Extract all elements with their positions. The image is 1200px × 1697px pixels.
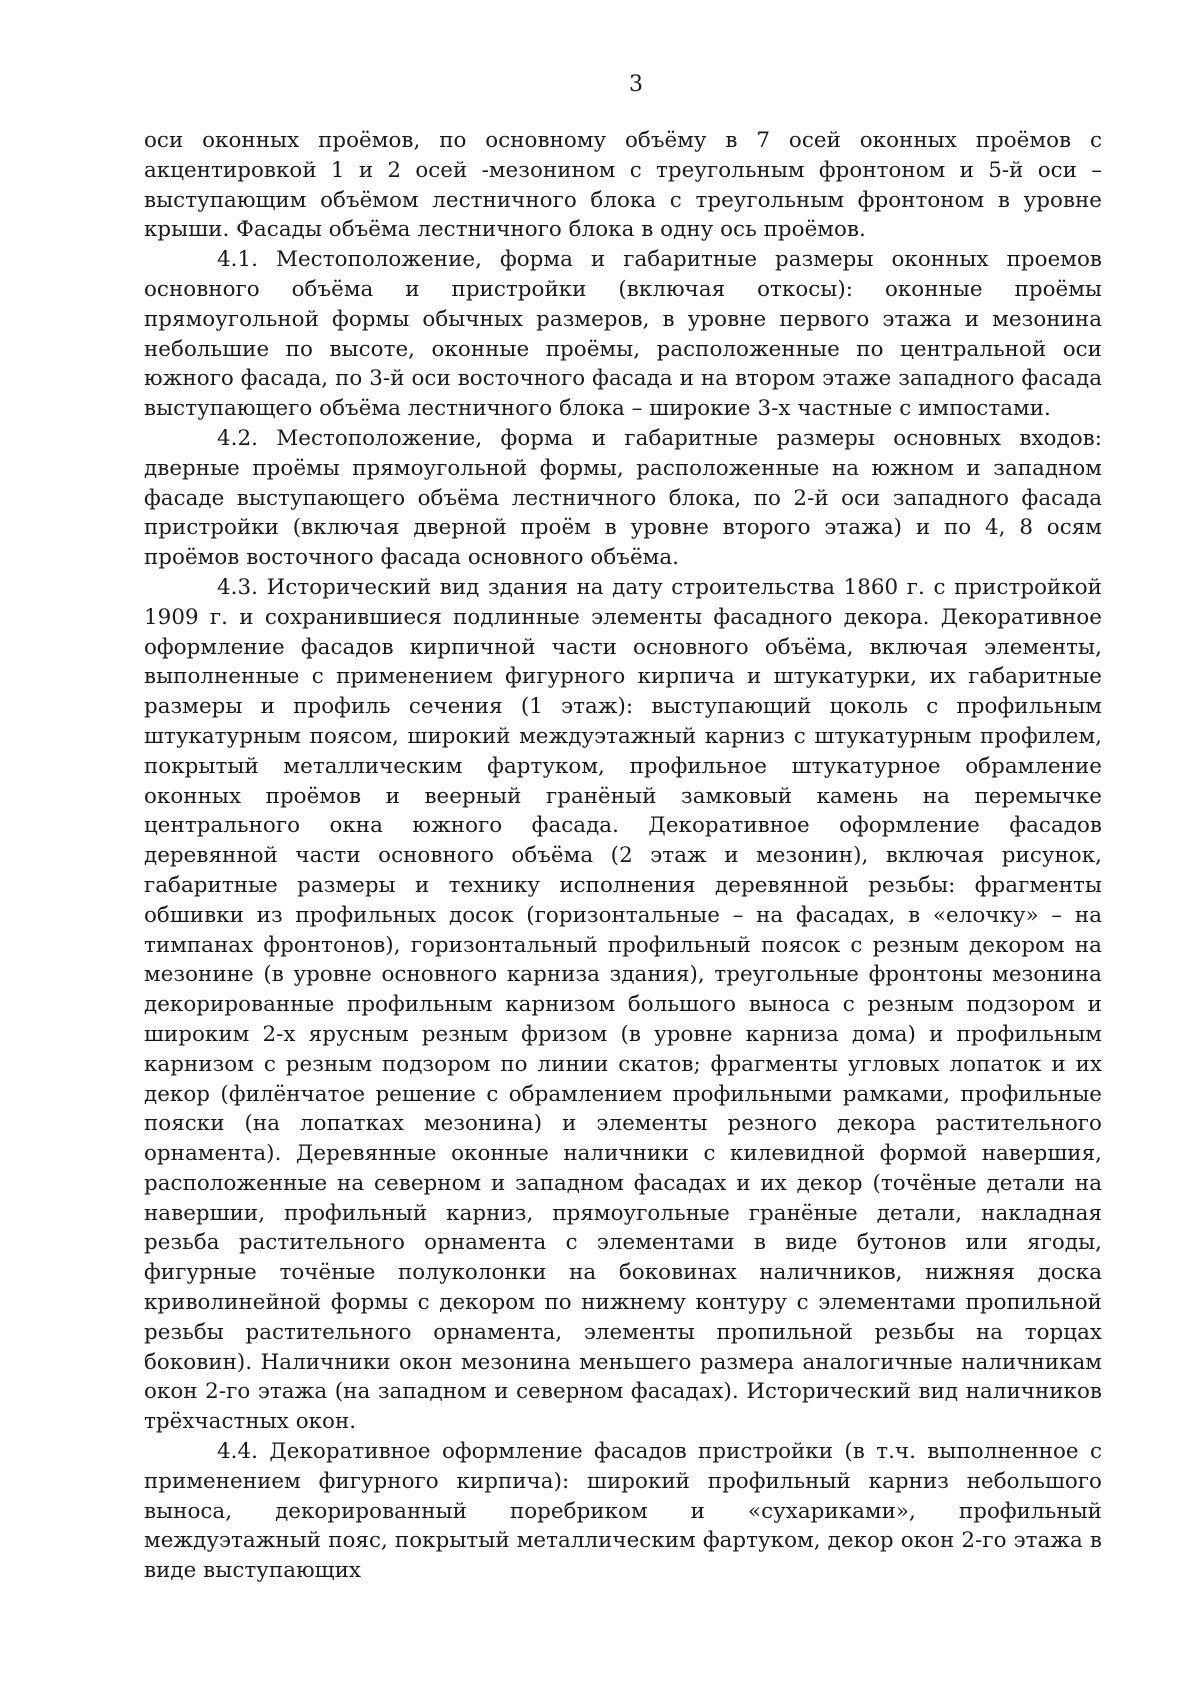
paragraph-4-2: 4.2. Местоположение, форма и габаритные размеры основных входов: дверные проёмы прямоугольной формы, расположенные на южном и западном фасаде выступающего объёма лестничного блока, по 2-й оси западного фасада пристройки (включая дверной проём в уровне второго этажа) и по 4, 8 осям проёмов восточного фасада основного объёма. [144, 425, 1102, 571]
paragraph-4-3: 4.3. Исторический вид здания на дату строительства 1860 г. с пристройкой 1909 г. и сохранившиеся подлинные элементы фасадного декора. Декоративное оформление фасадов кирпичной части основного объёма, включая элементы, выполненные с применением фигурного кирпича и штукатурки, их габаритные размеры и профиль сечения (1 этаж): выступающий цоколь с профильным штукатурным поясом, широкий междуэтажный карниз с штукатурным профилем, покрытый металлическим фартуком, профильное штукатурное обрамление оконных проёмов и веерный гранёный замковый камень на перемычке центрального окна южного фасада. Декоративное оформление фасадов деревянной части основного объёма (2 этаж и мезонин), включая рисунок, габаритные размеры и технику исполнения деревянной резьбы: фрагменты обшивки из профильных досок (горизонтальные – на фасадах, в «елочку» – на тимпанах фронтонов), горизонтальный профильный поясок с резным декором на мезонине (в уровне основного карниза здания), треугольные фронтоны мезонина декорированные профильным карнизом большого выноса с резным подзором и широким 2-х ярусным резным фризом (в уровне карниза дома) и профильным карнизом с резным подзором по линии скатов; фрагменты угловых лопаток и их декор (филёнчатое решение с обрамлением профильными рамками, профильные пояски (на лопатках мезонина) и элементы резного декора растительного орнамента). Деревянные оконные наличники с килевидной формой навершия, расположенные на северном и западном фасадах и их декор (точёные детали на навершии, профильный карниз, прямоугольные гранёные детали, накладная резьба растительного орнамента с элементами в виде бутонов или ягоды, фигурные точёные полуколонки на боковинах наличников, нижняя доска криволинейной формы с декором по нижнему контуру с элементами пропильной резьбы растительного орнамента, элементы пропильной резьбы на торцах боковин). Наличники окон мезонина меньшего размера аналогичные наличникам окон 2-го этажа (на западном и северном фасадах). Исторический вид наличников трёхчастных окон. [144, 574, 1102, 1435]
paragraph-4-1: 4.1. Местоположение, форма и габаритные размеры оконных проемов основного объёма и пристройки (включая откосы): оконные проёмы прямоугольной формы обычных размеров, в уровне первого этажа и мезонина небольшие по высоте, оконные проёмы, расположенные по центральной оси южного фасада, по 3-й оси восточного фасада и на втором этаже западного фасада выступающего объёма лестничного блока – широкие 3-х частные с импостами. [144, 247, 1102, 422]
document-body [144, 126, 1102, 1586]
page-number: 3 [629, 72, 643, 97]
paragraph-4-4: 4.4. Декоративное оформление фасадов пристройки (в т.ч. выполненное с применением фигурного кирпича): широкий профильный карниз небольшого выноса, декорированный поребриком и «сухариками», профильный междуэтажный пояс, покрытый металлическим фартуком, декор окон 2-го этажа в виде выступающих [144, 1439, 1102, 1584]
paragraph-continuation: оси оконных проёмов, по основному объёму в 7 осей оконных проёмов с акцентировкой 1 и 2 осей -мезонином с треугольным фронтоном и 5-й оси – выступающим объёмом лестничного блока с треугольным фронтоном в уровне крыши. Фасады объёма лестничного блока в одну ось проёмов. [144, 128, 1102, 243]
